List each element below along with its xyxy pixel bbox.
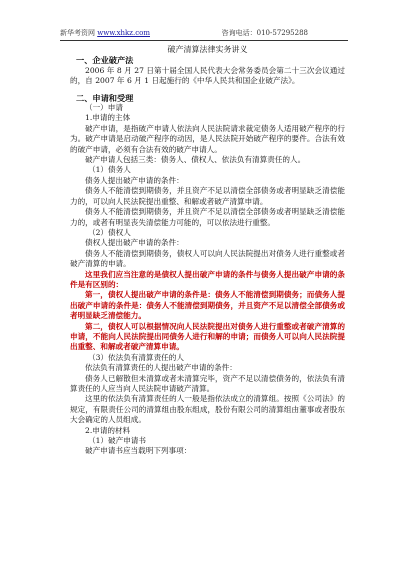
section-heading-2: 二、申请和受理 <box>76 92 134 103</box>
document-body <box>70 45 345 457</box>
highlight-paragraph: 第二，债权人可以根据情况向人民法院提出对债务人进行重整或者破产清算的申请，不能向人民法院提出同债务人进行和解的申请；而债务人可以向人民法院提出重整、和解或者破产清算申请。 <box>70 321 345 352</box>
document-title: 破产清算法律实务讲义 <box>167 45 248 54</box>
highlight-paragraph: 第一，债权人提出破产申请的条件是：债务人不能清偿到期债务；而债务人提出破产申请的条件是：债务人不能清偿到期债务，并且资产不足以清偿全部债务或者明显缺乏清偿能力。 <box>70 290 345 321</box>
paragraph: 债务人已解散但未清算或者未清算完毕，资产不足以清偿债务的，依法负有清算责任的人应当向人民法院申请破产清算。 <box>70 373 345 393</box>
site-link[interactable]: www.xhkz.com <box>97 29 150 37</box>
contact-phone: 咨询电话：010-57295288 <box>221 29 308 37</box>
page-header <box>60 28 348 41</box>
section-heading-1: 一、企业破产法 <box>76 55 134 66</box>
paragraph: 债务人不能清偿到期债务，并且资产不足以清偿全部债务或者明显缺乏清偿能力的，可以向人民法院提出重整、和解或者破产清算申请。 <box>70 186 345 206</box>
item-heading: （2）债权人 <box>88 227 131 237</box>
item-heading: 1.申请的主体 <box>85 113 131 123</box>
item-heading: （1）债务人 <box>88 165 131 175</box>
paragraph: 债务人提出破产申请的条件： <box>85 175 184 185</box>
item-heading: 2.申请的材料 <box>85 425 131 435</box>
paragraph: 破产申请书应当载明下列事项： <box>85 446 192 456</box>
paragraph: 债务人不能清偿到期债务，债权人可以向人民法院提出对债务人进行重整或者破产清算的申请。 <box>70 248 345 269</box>
paragraph: 债务人不能清偿到期债务，并且资产不足以清偿全部债务或者明显缺乏清偿能力的，或者有明显丧失清偿能力可能的，可以依法进行重整。 <box>70 207 345 227</box>
site-info <box>60 28 150 38</box>
paragraph: 依法负有清算责任的人提出破产申请的条件： <box>85 363 237 373</box>
paragraph: 债权人提出破产申请的条件： <box>85 238 184 248</box>
subsection-heading: （一）申请 <box>85 103 123 113</box>
paragraph: 破产申请人包括三类：债务人、债权人、依法负有清算责任的人。 <box>85 155 306 165</box>
highlight-paragraph: 这里我们应当注意的是债权人提出破产申请的条件与债务人提出破产申请的条件是有区别的： <box>70 269 345 289</box>
paragraph: 这里的依法负有清算责任的人一般是指依法成立的清算组。按照《公司法》的规定，有限责任公司的清算组由股东组成，股份有限公司的清算组由董事或者股东大会确定的人员组成。 <box>70 394 345 425</box>
site-label: 新华考资网 <box>60 29 95 37</box>
item-heading: （1）破产申请书 <box>88 436 146 446</box>
paragraph: 2006 年 8 月 27 日第十届全国人民代表大会常务委员会第二十三次会议通过的，自 2007 年 6 月 1 日起施行的《中华人民共和国企业破产法》。 <box>70 65 345 86</box>
item-heading: （3）依法负有清算责任的人 <box>88 352 184 362</box>
paragraph: 破产申请，是指破产申请人依法向人民法院请求裁定债务人适用破产程序的行为。破产申请是启动破产程序的动因，是人民法院开始破产程序的要件。合法有效的破产申请，必须有合法有效的破产申请人。 <box>70 123 345 154</box>
